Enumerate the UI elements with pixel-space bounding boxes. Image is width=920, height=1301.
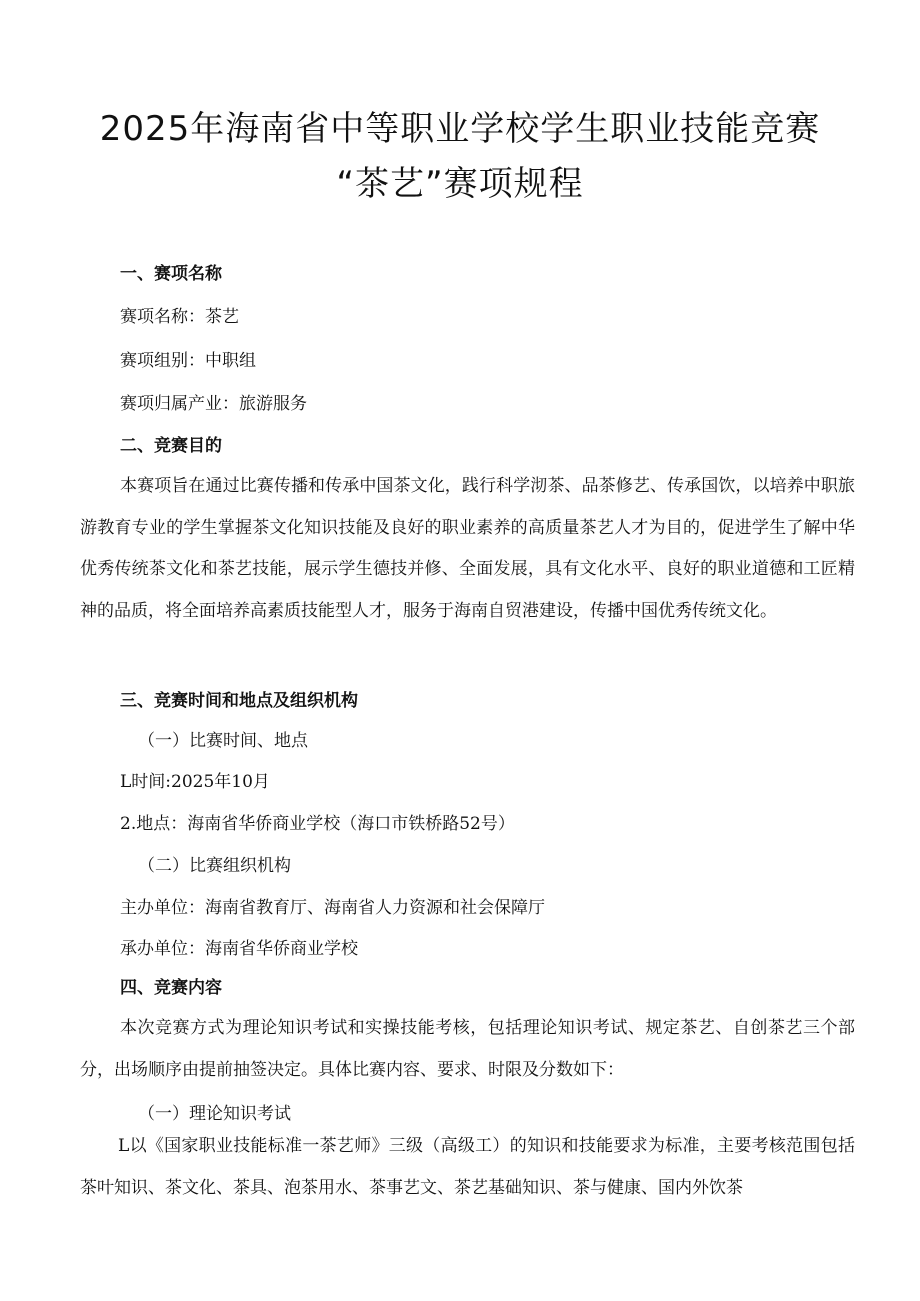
organizer-unit: 主办单位：海南省教育厅、海南省人力资源和社会保障厅	[120, 898, 545, 918]
competition-place: 2.地点：海南省华侨商业学校（海口市铁桥路52号）	[120, 814, 515, 834]
section-3-heading: 三、竞赛时间和地点及组织机构	[120, 691, 358, 711]
event-name: 赛项名称：茶艺	[120, 307, 239, 327]
host-unit: 承办单位：海南省华侨商业学校	[120, 939, 358, 959]
event-industry: 赛项归属产业：旅游服务	[120, 394, 307, 414]
competition-time: L时间:2025年10月	[120, 772, 270, 792]
organization-subheading: （二）比赛组织机构	[138, 856, 291, 876]
content-paragraph: 本次竞赛方式为理论知识考试和实操技能考核，包括理论知识考试、规定茶艺、自创茶艺三个部分，出场顺序由提前抽签决定。具体比赛内容、要求、时限及分数如下：	[80, 1018, 855, 1080]
purpose-paragraph: 本赛项旨在通过比赛传播和传承中国茶文化，践行科学沏茶、品茶修艺、传承国饮，以培养中职旅游教育专业的学生掌握茶文化知识技能及良好的职业素养的高质量茶艺人才为目的，促进学生了解中华优秀传统茶文化和茶艺技能，展示学生德技并修、全面发展，具有文化水平、良好的职业道德和工匠精神的品质，将全面培养高素质技能型人才，服务于海南自贸港建设，传播中国优秀传统文化。	[80, 476, 855, 621]
section-1-heading: 一、赛项名称	[120, 264, 222, 284]
time-place-subheading: （一）比赛时间、地点	[138, 731, 308, 751]
section-2-heading: 二、竞赛目的	[120, 436, 222, 456]
theory-exam-paragraph: L以《国家职业技能标准一茶艺师》三级（高级工）的知识和技能要求为标准，主要考核范围包括茶叶知识、茶文化、茶具、泡茶用水、茶事艺文、茶艺基础知识、茶与健康、国内外饮茶	[80, 1136, 855, 1198]
theory-exam-subheading: （一）理论知识考试	[138, 1104, 291, 1124]
event-group: 赛项组别：中职组	[120, 351, 256, 371]
section-4-heading: 四、竞赛内容	[120, 978, 222, 998]
document-title-line-2: “茶艺”赛项规程	[336, 164, 584, 204]
document-title-line-1: 2025年海南省中等职业学校学生职业技能竞赛	[99, 109, 821, 149]
